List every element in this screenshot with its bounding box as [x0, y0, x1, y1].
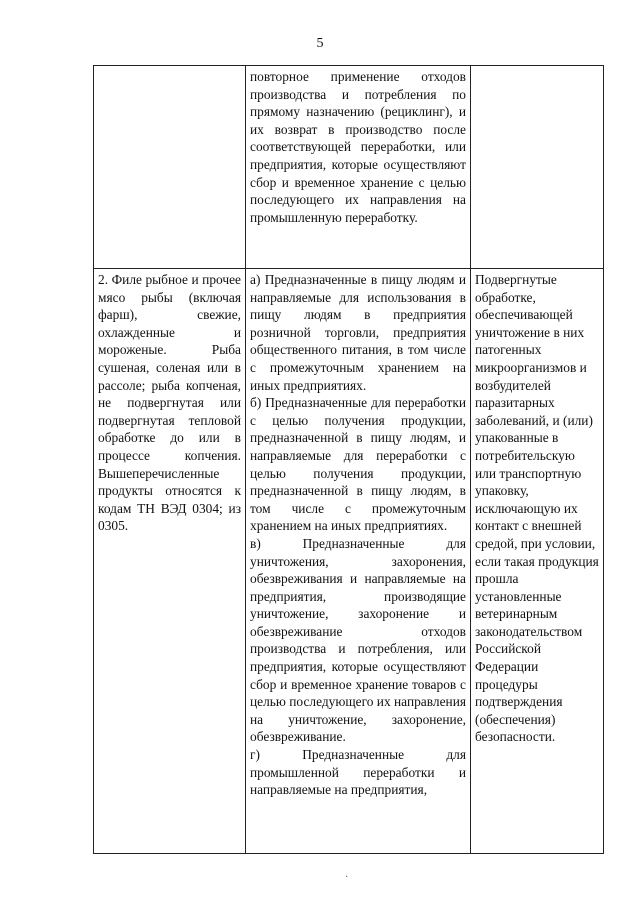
scan-mark: ·: [345, 872, 349, 883]
table-cell-purpose: [246, 269, 471, 854]
table-row: [94, 269, 604, 854]
cell-text: Подвергнутые обработке, обеспечивающей уничтожение в них патогенных микроорганизмов и возбудителей паразитарных заболеваний, и (или) упакованные в потребительскую или транспортную упаковку, исключающую их контакт с внешней средой, при условии, если такая продукция прошла установленные ветеринарным законодательством Российской Федерации процедуры подтверждения (обеспечения) безопасности.: [475, 272, 599, 745]
page-number: 5: [316, 36, 324, 51]
table-cell-product: [94, 66, 246, 269]
cell-text: 2. Филе рыбное и прочее мясо рыбы (включая фарш), свежие, охлажденные и мороженые. Рыба сушеная, соленая или в рассоле; рыба копченая, не подвергнутая или подвергнутая тепловой обработке до или в процессе копчения. Вышеперечисленные продукты относятся к кодам ТН ВЭД 0304; из 0305.: [98, 272, 241, 534]
document-table: [93, 65, 604, 854]
cell-text: а) Предназначенные в пищу людям и направляемые для использования в пищу людям в предприятия розничной торговли, предприятия общественного питания, в том числе с промежуточным хранением на иных предприятиях. б) Предназначенные для переработки с целью получения продукции, предназначенной в пищу людям, и направляемые для переработки с целью получения продукции, предназначенной в пищу людям, в том числе с промежуточным хранением на иных предприятиях. в) Предназначенные для уничтожения, захоронения, обезвреживания и направляемые на предприятия, производящие уничтожение, захоронение и обезвреживание отходов производства и потребления, или предприятия, которые осуществляют сбор и временное хранение товаров с целью последующего их направления на уничтожение, захоронение, обезвреживание. г) Предназначенные для промышленной переработки и направляемые на предприятия,: [250, 272, 467, 798]
table-cell-conditions: [471, 269, 604, 854]
table-row: [94, 66, 604, 269]
table-cell-product: [94, 269, 246, 854]
table-cell-conditions: [471, 66, 604, 269]
cell-text: повторное применение отходов производства и потребления по прямому назначению (рециклинг), и их возврат в производство после соответствующей переработки, или предприятия, которые осуществляют сбор и временное хранение с целью последующего их направления на промышленную переработку.: [250, 69, 466, 225]
table-cell-purpose: [246, 66, 471, 269]
